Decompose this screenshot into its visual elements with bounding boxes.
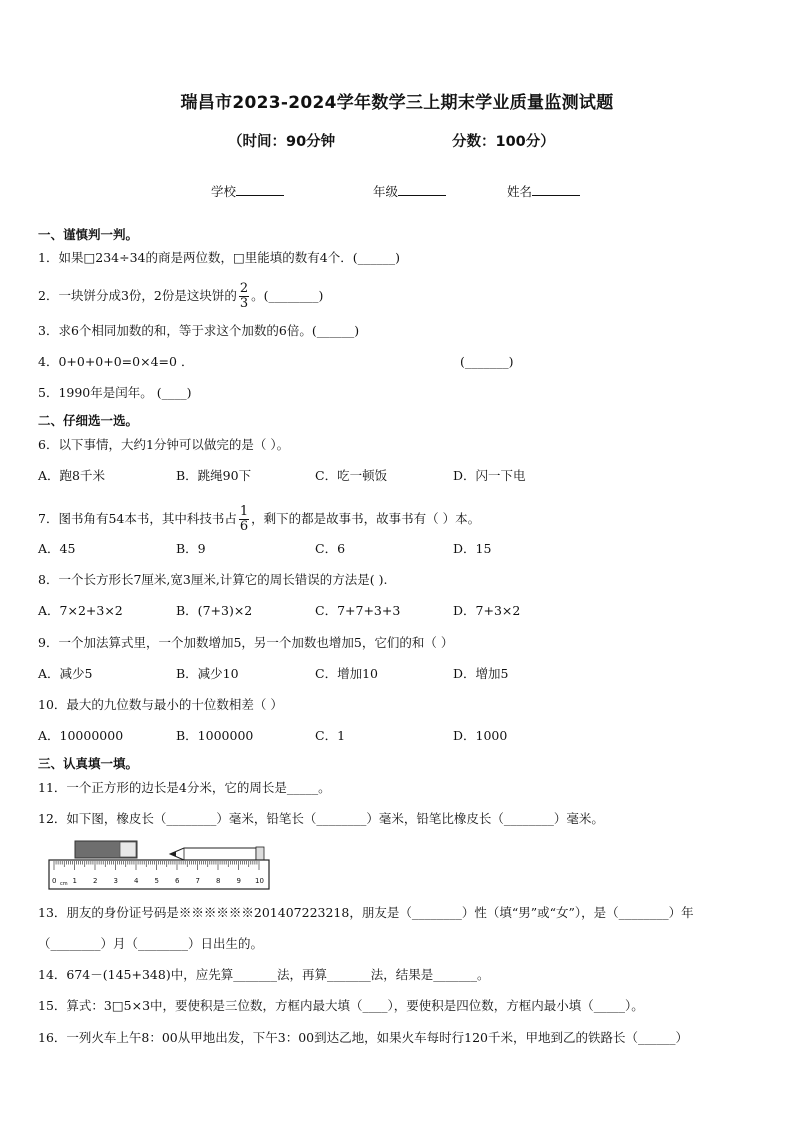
q7-option-d: D．15 <box>453 541 492 556</box>
grade-blank <box>398 182 446 196</box>
q7-option-b: B．9 <box>176 541 206 556</box>
name-blank <box>532 182 580 196</box>
q9-option-b: B．减少10 <box>176 666 239 681</box>
question-1: 1．如果□234÷34的商是两位数，□里能填的数有4个．(______) <box>38 250 401 265</box>
ruler-tick-label: 4 <box>134 877 139 885</box>
q6-option-c: C．吃一顿饭 <box>315 468 388 483</box>
question-4: 4．0+0+0+0=0×4=0 ． <box>38 354 194 369</box>
q8-option-b: B．(7+3)×2 <box>176 603 253 618</box>
q8-option-c: C．7+7+3+3 <box>315 603 401 618</box>
ruler-tick-label: 7 <box>195 877 200 885</box>
question-5: 5．1990年是闰年。 (____) <box>38 385 192 400</box>
q7-option-c: C．6 <box>315 541 346 556</box>
school-field <box>211 182 284 200</box>
question-4-blank: (_______) <box>460 354 514 369</box>
ruler-tick-label: 1 <box>72 877 77 885</box>
question-7-text-end: ，剩下的都是故事书，故事书有（ ）本。 <box>251 511 481 526</box>
ruler-figure <box>48 838 272 894</box>
ruler-tick-label: 3 <box>113 877 118 885</box>
q6-option-b: B．跳绳90下 <box>176 468 252 483</box>
exam-time: （时间：90分钟 <box>228 134 336 150</box>
q6-option-d: D．闪一下电 <box>453 468 526 483</box>
grade-label: 年级 <box>373 184 399 199</box>
question-15: 15．算式：3□5×3中，要使积是三位数，方框内最大填（____），要使积是四位数，方框内最小填（_____）。 <box>38 998 644 1013</box>
ruler-tick-label: 5 <box>154 877 159 885</box>
exam-title: 瑞昌市2023-2024学年数学三上期末学业质量监测试题 <box>180 93 614 113</box>
question-14: 14．674－(145+348)中，应先算_______法，再算_______法，结果是_______。 <box>38 967 490 982</box>
ruler-tick-label: 9 <box>236 877 241 885</box>
name-field <box>507 182 580 200</box>
ruler-tick-label: 8 <box>216 877 221 885</box>
fraction-numerator: 2 <box>239 281 249 296</box>
question-7-text: 7．图书角有54本书，其中科技书占 <box>38 511 237 526</box>
q9-option-c: C．增加10 <box>315 666 378 681</box>
q9-option-a: A．减少5 <box>38 666 93 681</box>
eraser-end-shape <box>120 842 136 857</box>
question-16: 16．一列火车上午8：00从甲地出发，下午3：00到达乙地，如果火车每时行120千米，甲地到乙的铁路长（______） <box>38 1030 688 1045</box>
q8-option-d: D．7+3×2 <box>453 603 521 618</box>
question-11: 11．一个正方形的边长是4分米，它的周长是_____。 <box>38 780 331 795</box>
question-8: 8．一个长方形长7厘米,宽3厘米,计算它的周长错误的方法是( ). <box>38 572 388 587</box>
q10-option-b: B．1000000 <box>176 728 254 743</box>
question-10: 10．最大的九位数与最小的十位数相差（ ） <box>38 697 283 712</box>
ruler-tick-label: 2 <box>93 877 98 885</box>
question-2-blank: 。(________) <box>251 288 324 303</box>
exam-score: 分数：100分） <box>452 134 555 150</box>
q7-option-a: A．45 <box>38 541 76 556</box>
ruler-tick-label: 10 <box>255 877 264 885</box>
fraction-denominator: 6 <box>239 519 249 534</box>
question-7 <box>38 505 480 534</box>
fraction-denominator: 3 <box>239 296 249 311</box>
ruler-tick-label: 0 <box>52 877 57 885</box>
grade-field <box>373 182 446 200</box>
q8-option-a: A．7×2+3×2 <box>38 603 123 618</box>
section-2-heading: 二、仔细选一选。 <box>38 413 139 428</box>
fraction-numerator: 1 <box>239 504 249 519</box>
name-label: 姓名 <box>507 184 533 199</box>
q10-option-d: D．1000 <box>453 728 508 743</box>
pencil-body-shape <box>170 848 256 860</box>
school-blank <box>236 182 284 196</box>
q6-option-a: A．跑8千米 <box>38 468 105 483</box>
q9-option-d: D．增加5 <box>453 666 509 681</box>
question-2-text: 2．一块饼分成3份，2份是这块饼的 <box>38 288 237 303</box>
question-2 <box>38 282 323 311</box>
fraction-1-6 <box>239 505 249 534</box>
pencil-cap-shape <box>256 847 264 861</box>
fraction-2-3 <box>239 282 249 311</box>
question-3: 3．求6个相同加数的和，等于求这个加数的6倍。(______) <box>38 323 360 338</box>
section-3-heading: 三、认真填一填。 <box>38 756 139 771</box>
ruler-unit-label: cm <box>60 881 68 887</box>
question-12: 12．如下图，橡皮长（________）毫米，铅笔长（________）毫米，铅笔比橡皮长（________）毫米。 <box>38 811 604 826</box>
ruler-illustration <box>48 838 272 890</box>
question-13-line-2: （________）月（________）日出生的。 <box>38 936 264 951</box>
section-1-heading: 一、谨慎判一判。 <box>38 227 139 242</box>
school-label: 学校 <box>211 184 237 199</box>
question-9: 9．一个加法算式里，一个加数增加5，另一个加数也增加5，它们的和（ ） <box>38 635 454 650</box>
q10-option-a: A．10000000 <box>38 728 124 743</box>
question-6: 6．以下事情，大约1分钟可以做完的是（ ）。 <box>38 437 290 452</box>
q10-option-c: C．1 <box>315 728 346 743</box>
ruler-tick-label: 6 <box>175 877 180 885</box>
question-13-line-1: 13．朋友的身份证号码是※※※※※※201407223218，朋友是（________）性（填“男”或“女”），是（________）年 <box>38 905 694 920</box>
